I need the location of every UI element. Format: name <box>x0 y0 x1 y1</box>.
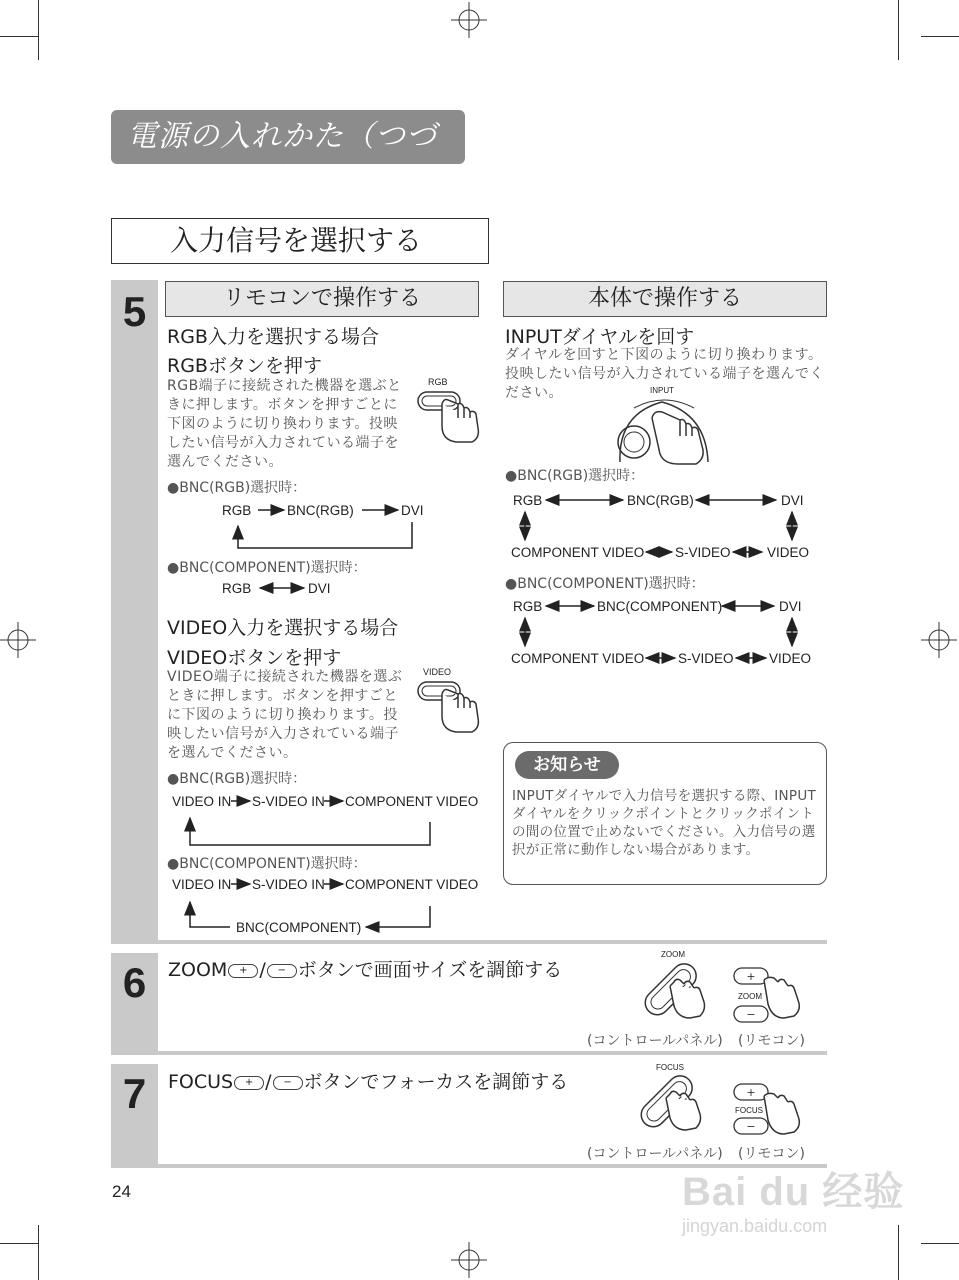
rgb-button-label: RGB <box>428 377 448 387</box>
flow-item: BNC(RGB) <box>287 503 354 518</box>
focus-remote-label: FOCUS <box>735 1106 763 1115</box>
step-number: 7 <box>122 1070 147 1117</box>
flow-item: DVI <box>308 581 331 596</box>
flow-item: VIDEO <box>769 651 812 666</box>
flow-item: S-VIDEO IN <box>252 794 325 809</box>
zoom-panel-label: ZOOM <box>661 950 685 959</box>
video-button-label: VIDEO <box>423 667 452 677</box>
flow-item: DVI <box>779 599 802 614</box>
flow-item: COMPONENT VIDEO <box>345 877 479 892</box>
flow-item: RGB <box>513 599 543 614</box>
video-rgb-mode: ●BNC(RGB)選択時： <box>167 771 307 787</box>
svg-text:−: − <box>746 1008 756 1021</box>
rgb-comp-mode: ●BNC(COMPONENT)選択時： <box>167 560 367 576</box>
flow-item: BNC(COMPONENT) <box>236 920 362 935</box>
plus-button-icon: + <box>234 1076 264 1090</box>
flow-item: DVI <box>401 503 424 518</box>
flow-item: BNC(RGB) <box>627 493 694 508</box>
caption-remote: (リモコン) <box>738 1033 805 1049</box>
step-6-sidebar <box>111 953 158 1053</box>
flow-item: DVI <box>781 493 804 508</box>
video-button-heading: VIDEOボタンを押す <box>167 647 342 669</box>
rgb-rgb-mode: ●BNC(RGB)選択時： <box>167 480 307 496</box>
svg-text:+: + <box>746 1086 756 1099</box>
flow-item: BNC(COMPONENT) <box>597 599 723 614</box>
step-number: 5 <box>122 288 147 335</box>
rgb-heading: RGB入力を選択する場合 <box>167 326 379 348</box>
input-dial-label: INPUT <box>650 386 674 395</box>
flow-item: VIDEO IN <box>172 794 232 809</box>
caption-panel: (コントロールパネル) <box>587 1033 723 1049</box>
step-7-sidebar <box>111 1064 158 1168</box>
flow-item: S-VIDEO <box>678 651 734 666</box>
plus-button-icon: + <box>228 964 258 978</box>
notice-tag: お知らせ <box>515 751 619 779</box>
remote-header: リモコンで操作する <box>165 281 479 317</box>
video-heading: VIDEO入力を選択する場合 <box>167 617 399 639</box>
step-divider <box>111 1051 827 1055</box>
focus-panel-label: FOCUS <box>656 1063 684 1072</box>
svg-text:+: + <box>746 970 756 983</box>
minus-button-icon: − <box>273 1076 303 1090</box>
flow-item: VIDEO IN <box>172 877 232 892</box>
rgb-body: RGB端子に接続された機器を選ぶときに押します。ボタンを押すごとに下図のように切り換わります。投映したい信号が入力されている端子を選んでください。 <box>167 378 402 470</box>
zoom-control-panel-icon <box>630 960 706 1022</box>
unit-rgb-mode: ●BNC(RGB)選択時： <box>505 468 645 484</box>
caption-panel: (コントロールパネル) <box>587 1146 723 1162</box>
flow-item: RGB <box>513 493 543 508</box>
page-number: 24 <box>112 1182 131 1201</box>
zoom-remote-label: ZOOM <box>738 992 762 1001</box>
unit-header: 本体で操作する <box>503 281 827 317</box>
unit-comp-mode: ●BNC(COMPONENT)選択時： <box>505 576 705 592</box>
watermark-logo: Bai du 经验 <box>682 1170 905 1214</box>
step-7-title: FOCUS + / − ボタンでフォーカスを調節する <box>168 1071 569 1093</box>
input-heading: INPUTダイヤルを回す <box>505 326 695 348</box>
step-6-title: ZOOM + / − ボタンで画面サイズを調節する <box>168 959 563 981</box>
svg-text:−: − <box>746 1120 756 1133</box>
focus-control-panel-icon <box>626 1072 702 1134</box>
minus-button-icon: − <box>267 964 297 978</box>
notice-body: INPUTダイヤルで入力信号を選択する際、INPUTダイヤルをクリックポイントとクリックポイントの間の位置で止めないでください。入力信号の選択が正常に動作しない場合があります。 <box>512 788 817 858</box>
video-comp-mode: ●BNC(COMPONENT)選択時： <box>167 856 367 872</box>
caption-remote: (リモコン) <box>738 1146 805 1162</box>
flow-item: COMPONENT VIDEO <box>511 545 645 560</box>
section-title: 入力信号を選択する <box>111 218 489 264</box>
flow-item: COMPONENT VIDEO <box>511 651 645 666</box>
video-body: VIDEO端子に接続された機器を選ぶときに押します。ボタンを押すごとに下図のように切り換わります。投映したい信号が入力されている端子を選んでください。 <box>167 669 403 761</box>
input-body: ダイヤルを回すと下図のように切り換わります。投映したい信号が入力されている端子を選んでください。 <box>505 347 824 401</box>
flow-item: RGB <box>222 581 252 596</box>
watermark-url: jingyan.baidu.com <box>682 1216 828 1236</box>
flow-item: S-VIDEO <box>675 545 731 560</box>
flow-item: COMPONENT VIDEO <box>345 794 479 809</box>
rgb-button-heading: RGBボタンを押す <box>167 355 322 377</box>
flow-item: S-VIDEO IN <box>252 877 325 892</box>
page-title: 電源の入れかた（つづき） <box>111 110 465 164</box>
flow-item: VIDEO <box>767 545 810 560</box>
step-number: 6 <box>122 959 147 1006</box>
flow-item: RGB <box>222 503 252 518</box>
